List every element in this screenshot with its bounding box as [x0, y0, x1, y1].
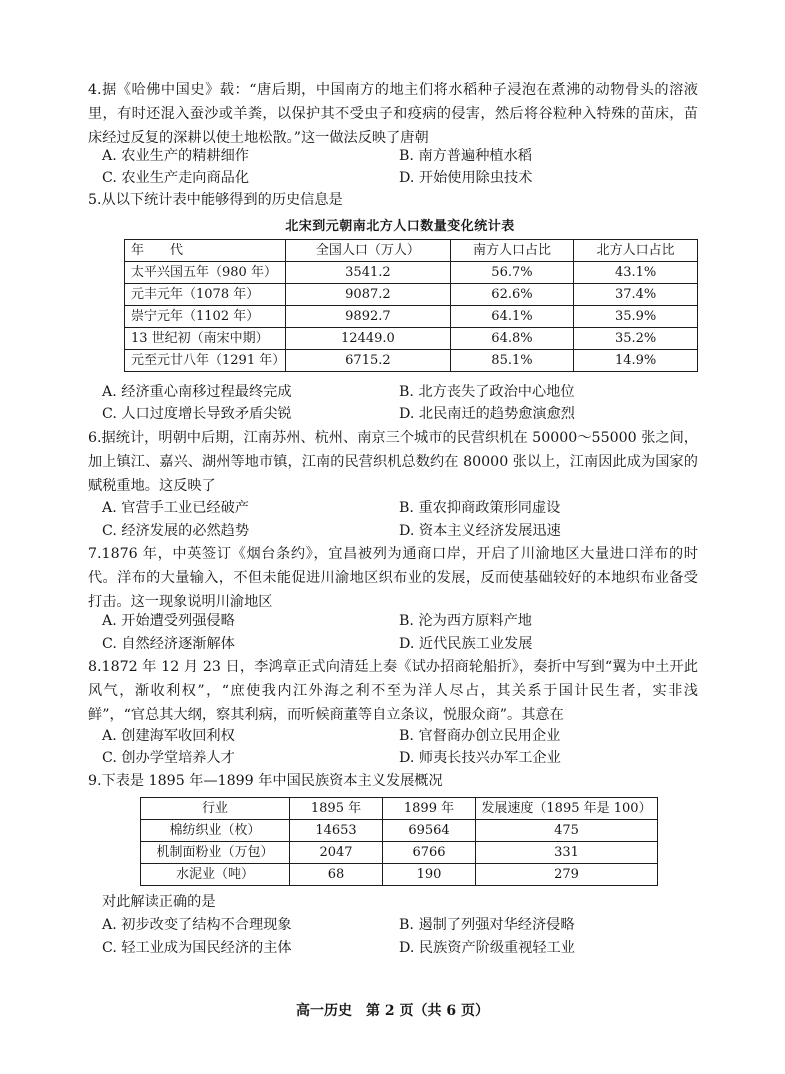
table-cell: 279	[476, 864, 658, 886]
table-cell: 35.2%	[574, 328, 698, 350]
table-header-cell: 北方人口占比	[574, 240, 698, 262]
table-header-cell: 全国人口（万人）	[286, 240, 450, 262]
question-9-option-c: C. 轻工业成为国民经济的主体	[102, 940, 292, 956]
table-header-row	[141, 798, 658, 820]
table-row	[141, 820, 658, 842]
table-header-cell: 发展速度（1895 年是 100）	[476, 798, 658, 820]
table-cell: 12449.0	[286, 328, 450, 350]
table-cell: 62.6%	[450, 284, 574, 306]
population-table	[124, 239, 698, 372]
table-cell: 6715.2	[286, 350, 450, 372]
table-row	[141, 842, 658, 864]
question-9-option-b: B. 遏制了列强对华经济侵略	[399, 917, 575, 933]
table-cell: 14.9%	[574, 350, 698, 372]
table-cell: 56.7%	[450, 262, 574, 284]
question-8-option-c: C. 创办学堂培养人才	[102, 750, 235, 766]
table-cell: 190	[383, 864, 476, 886]
question-6-option-a: A. 官营手工业已经破产	[102, 500, 249, 516]
question-4-option-b: B. 南方普遍种植水稻	[399, 148, 532, 164]
question-7-option-b: B. 沦为西方原料产地	[399, 613, 532, 629]
question-6-stem: 6.据统计，明朝中后期，江南苏州、杭州、南京三个城市的民营织机在 50000～55000 张之间，加上镇江、嘉兴、湖州等地市镇，江南的民营织机总数约在 80000 张以上，江南因此成为国家的赋税重地。这反映了	[88, 430, 698, 494]
question-8-option-d: D. 师夷长技兴办军工企业	[399, 750, 561, 766]
question-9-option-a: A. 初步改变了结构不合理现象	[102, 917, 292, 933]
table-cell: 331	[476, 842, 658, 864]
table-row	[141, 864, 658, 886]
table-cell: 68	[290, 864, 383, 886]
table-header-cell: 行业	[141, 798, 290, 820]
table-cell: 85.1%	[450, 350, 574, 372]
page-footer: 高一历史 第 2 页（共 6 页）	[296, 1003, 489, 1019]
question-9-stem: 9.下表是 1895 年—1899 年中国民族资本主义发展概况	[88, 773, 443, 789]
table-cell: 9892.7	[286, 306, 450, 328]
question-7-option-a: A. 开始遭受列强侵略	[102, 613, 235, 629]
table-cell: 棉纺织业（枚）	[141, 820, 290, 842]
question-7-option-c: C. 自然经济逐渐解体	[102, 636, 235, 652]
table-cell: 水泥业（吨）	[141, 864, 290, 886]
table-cell: 35.9%	[574, 306, 698, 328]
question-8-option-a: A. 创建海军收回利权	[102, 728, 235, 744]
table-cell: 13 世纪初（南宋中期）	[125, 328, 286, 350]
question-5-table-caption: 北宋到元朝南北方人口数量变化统计表	[285, 219, 515, 234]
table-row	[125, 262, 698, 284]
table-cell: 元至元廿八年（1291 年）	[125, 350, 286, 372]
table-header-cell: 1899 年	[383, 798, 476, 820]
table-cell: 475	[476, 820, 658, 842]
question-8-stem: 8.1872 年 12 月 23 日，李鸿章正式向清廷上奏《试办招商轮船折》，奏折中写到“翼为中土开此风气，渐收利权”，“庶使我内江外海之利不至为洋人尽占，其关系于国计民生者，实非浅鲜”，“官总其大纲，察其利病，而听候商董等自立条议，悦服众商”。其意在	[88, 659, 698, 723]
table-cell: 2047	[290, 842, 383, 864]
table-row	[125, 284, 698, 306]
table-cell: 14653	[290, 820, 383, 842]
question-7-option-d: D. 近代民族工业发展	[399, 636, 533, 652]
table-row	[125, 328, 698, 350]
question-9-option-d: D. 民族资产阶级重视轻工业	[399, 940, 575, 956]
table-cell: 69564	[383, 820, 476, 842]
table-header-row	[125, 240, 698, 262]
question-6-option-c: C. 经济发展的必然趋势	[102, 523, 250, 539]
table-cell: 9087.2	[286, 284, 450, 306]
table-cell: 37.4%	[574, 284, 698, 306]
table-cell: 元丰元年（1078 年）	[125, 284, 286, 306]
table-cell: 64.8%	[450, 328, 574, 350]
table-header-cell: 1895 年	[290, 798, 383, 820]
question-4-option-c: C. 农业生产走向商品化	[102, 170, 250, 186]
table-row	[125, 306, 698, 328]
question-5-option-b: B. 北方丧失了政治中心地位	[399, 384, 575, 400]
table-cell: 崇宁元年（1102 年）	[125, 306, 286, 328]
question-4-stem: 4.据《哈佛中国史》载：“唐后期，中国南方的地主们将水稻种子浸泡在煮沸的动物骨头的溶液里，有时还混入蚕沙或羊粪，以保护其不受虫子和疫病的侵害，然后将谷粒种入特殊的苗床，苗床经过反复的深耕以使土地松散。”这一做法反映了唐朝	[88, 82, 698, 146]
table-cell: 机制面粉业（万包）	[141, 842, 290, 864]
question-5-option-a: A. 经济重心南移过程最终完成	[102, 384, 292, 400]
question-4-option-a: A. 农业生产的精耕细作	[102, 148, 249, 164]
industry-table	[140, 797, 658, 886]
table-header-cell: 南方人口占比	[450, 240, 574, 262]
question-7-stem: 7.1876 年，中英签订《烟台条约》，宜昌被列为通商口岸，开启了川渝地区大量进口洋布的时代。洋布的大量输入，不但未能促进川渝地区织布业的发展，反而使基础较好的本地织布业备受打击。这一现象说明川渝地区	[88, 546, 698, 610]
question-6-option-b: B. 重农抑商政策形同虚设	[399, 500, 561, 516]
question-9-prompt: 对此解读正确的是	[102, 894, 216, 910]
question-4-option-d: D. 开始使用除虫技术	[399, 170, 533, 186]
question-6-option-d: D. 资本主义经济发展迅速	[399, 523, 561, 539]
table-cell: 43.1%	[574, 262, 698, 284]
question-5-option-d: D. 北民南迁的趋势愈演愈烈	[399, 406, 575, 422]
table-header-cell: 年 代	[125, 240, 286, 262]
question-8-option-b: B. 官督商办创立民用企业	[399, 728, 561, 744]
question-5-stem: 5.从以下统计表中能够得到的历史信息是	[88, 192, 343, 208]
table-cell: 3541.2	[286, 262, 450, 284]
table-cell: 64.1%	[450, 306, 574, 328]
table-cell: 6766	[383, 842, 476, 864]
table-cell: 太平兴国五年（980 年）	[125, 262, 286, 284]
question-5-option-c: C. 人口过度增长导致矛盾尖锐	[102, 406, 292, 422]
table-row	[125, 350, 698, 372]
